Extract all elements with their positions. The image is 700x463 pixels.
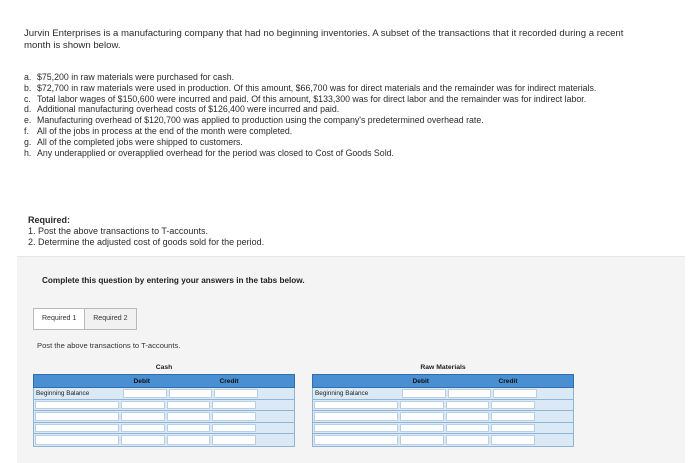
t-account-row <box>313 423 573 435</box>
credit-amount-input[interactable] <box>491 401 535 410</box>
credit-account-input[interactable] <box>446 412 490 421</box>
credit-amount-input[interactable] <box>212 412 256 421</box>
t-account-title: Cash <box>155 364 173 371</box>
debit-amount-input[interactable] <box>400 401 444 410</box>
transaction-text: All of the completed jobs were shipped to customers. <box>37 136 243 147</box>
answer-panel <box>17 256 685 463</box>
debit-amount-input[interactable] <box>402 389 446 398</box>
transaction-text: Additional manufacturing overhead costs of $126,400 were incurred and paid. <box>37 104 340 115</box>
t-account-row <box>313 411 573 423</box>
debit-account-input[interactable] <box>314 412 398 421</box>
debit-account-input[interactable] <box>314 424 398 433</box>
credit-amount-input[interactable] <box>214 389 258 398</box>
t-account-raw-materials <box>312 362 574 447</box>
problem-intro: Jurvin Enterprises is a manufacturing company that had no beginning inventories. A subset of the transactions that it recorded during a recent month is shown below. <box>24 28 624 51</box>
debit-amount-input[interactable] <box>121 435 165 445</box>
t-account-row <box>313 434 573 446</box>
credit-account-input[interactable] <box>448 389 492 398</box>
transaction-text: Any underapplied or overapplied overhead for the period was closed to Cost of Goods Sold. <box>37 147 394 158</box>
debit-account-input[interactable] <box>35 424 119 433</box>
tab-bar <box>33 308 137 330</box>
transaction-marker: h. <box>24 147 32 158</box>
t-account-header <box>33 374 295 388</box>
tab-required-2[interactable]: Required 2 <box>85 308 136 330</box>
t-account-header <box>312 374 574 388</box>
credit-account-input[interactable] <box>167 435 211 445</box>
required-section <box>28 215 264 248</box>
credit-amount-input[interactable] <box>491 412 535 421</box>
debit-amount-input[interactable] <box>123 389 167 398</box>
transaction-item <box>24 137 664 148</box>
debit-amount-input[interactable] <box>400 412 444 421</box>
credit-account-input[interactable] <box>446 401 490 410</box>
transaction-item <box>24 126 664 137</box>
transaction-item <box>24 83 664 94</box>
credit-amount-input[interactable] <box>212 401 256 410</box>
credit-amount-input[interactable] <box>491 424 535 433</box>
t-account-row <box>34 434 294 446</box>
t-account-row <box>34 400 294 412</box>
t-account-row <box>34 411 294 423</box>
debit-account-input[interactable] <box>35 435 119 445</box>
debit-amount-input[interactable] <box>121 424 165 433</box>
debit-header: Debit <box>133 378 150 385</box>
credit-account-input[interactable] <box>446 435 490 445</box>
transaction-text: Total labor wages of $150,600 were incurred and paid. Of this amount, $133,300 was for direct labor and the remainder was for indirect labor. <box>37 93 587 104</box>
beginning-balance-label: Beginning Balance <box>313 388 401 399</box>
credit-header: Credit <box>219 378 239 385</box>
transaction-marker: f. <box>24 125 29 136</box>
credit-account-input[interactable] <box>167 401 211 410</box>
tab-instruction: Post the above transactions to T-accounts. <box>37 341 181 350</box>
debit-account-input[interactable] <box>35 412 119 421</box>
transaction-item <box>24 115 664 126</box>
transaction-text: Manufacturing overhead of $120,700 was applied to production using the company's predetermined overhead rate. <box>37 115 484 126</box>
credit-amount-input[interactable] <box>491 435 535 445</box>
beginning-balance-label: Beginning Balance <box>34 388 122 399</box>
tab-required-1[interactable]: Required 1 <box>33 308 85 330</box>
transaction-marker: c. <box>24 93 31 104</box>
credit-account-input[interactable] <box>167 424 211 433</box>
t-account-cash <box>33 362 295 447</box>
transaction-marker: a. <box>24 72 32 82</box>
t-account-row <box>34 423 294 435</box>
transaction-text: All of the jobs in process at the end of the month were completed. <box>37 125 293 136</box>
t-account-title: Raw Materials <box>420 364 466 371</box>
transaction-marker: e. <box>24 115 32 126</box>
credit-header: Credit <box>498 378 518 385</box>
panel-heading: Complete this question by entering your answers in the tabs below. <box>42 276 305 285</box>
transaction-item <box>24 72 664 83</box>
debit-account-input[interactable] <box>314 435 398 445</box>
transaction-marker: g. <box>24 136 32 147</box>
debit-header: Debit <box>412 378 429 385</box>
credit-account-input[interactable] <box>169 389 213 398</box>
debit-amount-input[interactable] <box>121 401 165 410</box>
transaction-item <box>24 148 664 159</box>
credit-account-input[interactable] <box>446 424 490 433</box>
t-account-grid <box>33 388 295 447</box>
credit-amount-input[interactable] <box>212 435 256 445</box>
transaction-marker: b. <box>24 82 32 93</box>
t-account-grid <box>312 388 574 447</box>
credit-amount-input[interactable] <box>493 389 537 398</box>
t-account-row <box>313 388 573 400</box>
debit-account-input[interactable] <box>35 401 119 410</box>
credit-amount-input[interactable] <box>212 424 256 433</box>
transaction-text: $75,200 in raw materials were purchased for cash. <box>37 72 235 82</box>
t-account-row <box>34 388 294 400</box>
debit-amount-input[interactable] <box>400 435 444 445</box>
debit-amount-input[interactable] <box>121 412 165 421</box>
debit-amount-input[interactable] <box>400 424 444 433</box>
required-item: 2. Determine the adjusted cost of goods sold for the period. <box>28 237 265 247</box>
credit-account-input[interactable] <box>167 412 211 421</box>
transaction-item <box>24 104 664 115</box>
debit-account-input[interactable] <box>314 401 398 410</box>
transaction-marker: d. <box>24 104 32 115</box>
transaction-list <box>24 72 664 158</box>
t-account-row <box>313 400 573 412</box>
required-title: Required: <box>28 215 71 225</box>
transaction-text: $72,700 in raw materials were used in production. Of this amount, $66,700 was for direct materials and the remainder was for indirect materials. <box>37 82 597 93</box>
required-item: 1. Post the above transactions to T-accounts. <box>28 226 208 236</box>
transaction-item <box>24 94 664 105</box>
